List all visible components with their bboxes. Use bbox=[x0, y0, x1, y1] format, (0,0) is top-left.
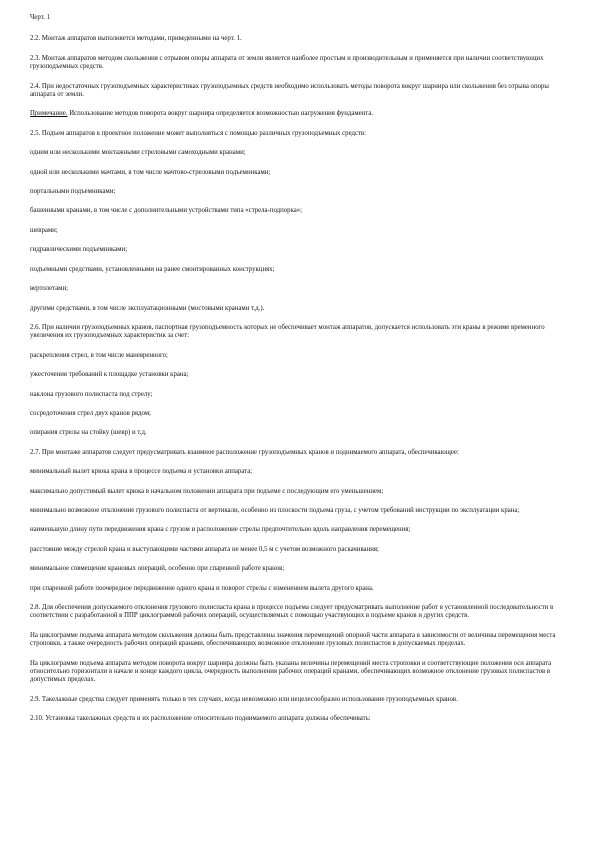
list-item: одним или несколькими монтажными стреловыми самоходными кранами; bbox=[30, 149, 246, 157]
note-paragraph bbox=[30, 110, 575, 118]
paragraph-2-8-slide-cyclogram: На циклограмме подъема аппарата методом скольжения должны быть представлены значения перемещений опорной части аппарата в зависимости от величины перемещения места строповки, а также очередность рабочих операций кранами, обеспечивающих возможное отклонение грузовых полиспастов в допускаемых пределах. bbox=[30, 631, 556, 648]
list-item: сосредоточения стрел двух кранов рядом; bbox=[30, 409, 151, 417]
list-item: максимально допустимый вылет крюка в начальном положении аппарата при подъеме с последующим его уменьшением; bbox=[30, 487, 384, 495]
list-item: минимально возможное отклонение грузового полиспаста от вертикали, особенно из плоскости подъема груза, с учетом требований инструкции по эксплуатации крана; bbox=[30, 506, 520, 514]
paragraph-2-6: 2.6. При наличии грузоподъемных кранов, паспортная грузоподъемность которых не обеспечивает монтаж аппаратов, допускается использовать эти краны в режиме временного увеличения их грузоподъемных характеристик за счет: bbox=[30, 323, 545, 340]
list-item: вертолетами; bbox=[30, 285, 68, 293]
list-item: опирания стрелы на стойку (шевр) и т.д. bbox=[30, 429, 147, 437]
document-page bbox=[30, 14, 575, 735]
list-item: при спаренной работе поочередное передвижение одного крана и поворот стрелы с изменением вылета другого крана. bbox=[30, 584, 374, 592]
list-item: минимальное совмещение крановых операций, особенно при спаренной работе кранов; bbox=[30, 565, 285, 573]
figure-label: Черт. 1 bbox=[30, 14, 50, 21]
list-item: наклона грузового полиспаста под стрелу; bbox=[30, 390, 153, 398]
list-item: ужесточения требований к площадке установки крана; bbox=[30, 371, 189, 379]
paragraph-2-8: 2.8. Для обеспечения допускаемого отклонения грузового полиспаста крана в процессе подъема следует предусматривать выполнение работ в установленной последовательности в соответствии с разработанной в ППР циклограммой рабочих операций, осуществляемых с помощью участвующих в подъеме кранов и других средств. bbox=[30, 604, 554, 620]
note-label: Примечание. bbox=[30, 110, 68, 118]
paragraph-2-8-hinge-cyclogram: На циклограмме подъема аппарата методом поворота вокруг шарнира должны быть указаны величины перемещений места строповки и соответствующие положения оси аппарата относительно горизонтали в начале и конце каждого цикла, очередность выполнения рабочих операций кранами, обеспечивающих возможное отклонение грузовых полиспастов в допустимых пределах. bbox=[30, 659, 552, 684]
paragraph-2-10: 2.10. Установка такелажных средств и их расположение относительно поднимаемого аппарата должны обеспечивать: bbox=[30, 715, 371, 723]
list-item: раскрепления стрел, в том числе маневренного; bbox=[30, 351, 168, 359]
paragraph-2-2: 2.2. Монтаж аппаратов выполняется методами, приведенными на черт. 1. bbox=[30, 35, 242, 43]
paragraph-2-3: 2.3. Монтаж аппаратов методом скольжения с отрывом опоры аппарата от земли является наиболее простым и производительным и применяется при наличии соответствующих грузоподъемных средств. bbox=[30, 54, 544, 71]
paragraph-2-4: 2.4. При недостаточных грузоподъемных характеристиках грузоподъемных средств необходимо использовать методы поворота вокруг шарнира или скольжения без отрыва опоры аппарата от земли. bbox=[30, 82, 549, 99]
paragraph-2-9: 2.9. Такелажные средства следует применять только в тех случаях, когда невозможно или нецелесообразно использование грузоподъемных кранов. bbox=[30, 695, 458, 703]
paragraph-2-5: 2.5. Подъем аппаратов в проектное положение может выполняться с помощью различных грузоподъемных средств: bbox=[30, 129, 367, 137]
list-item: башенными кранами, в том числе с дополнительными устройствами типа «стрела-подпорка»; bbox=[30, 207, 303, 215]
list-item: гидравлическими подъемниками; bbox=[30, 246, 128, 254]
list-item: наименьшую длину пути передвижения крана с грузом и расположение стрелы предпочтительно вдоль направления перемещения; bbox=[30, 526, 411, 534]
list-item: другими средствами, в том числе эксплуатационными (мостовыми кранами т.д.). bbox=[30, 304, 265, 312]
list-item: одной или несколькими мачтами, в том числе мачтово-стреловыми подъемниками; bbox=[30, 168, 271, 176]
note-text: Использование методов поворота вокруг шарнира определяется возможностью нагружения фундамента. bbox=[67, 110, 374, 118]
list-item: подъемными средствами, установленными на ранее смонтированных конструкциях; bbox=[30, 265, 275, 273]
list-item: портальными подъемниками; bbox=[30, 188, 116, 196]
list-item: шеврами; bbox=[30, 226, 58, 234]
paragraph-2-7: 2.7. При монтаже аппаратов следует предусматривать взаимное расположение грузоподъемных кранов и поднимаемого аппарата, обеспечивающее: bbox=[30, 448, 459, 456]
list-item: минимальный вылет крюка крана в процессе подъема и установки аппарата; bbox=[30, 468, 253, 476]
list-item: расстояние между стрелой крана и выступающими частями аппарата не менее 0,5 м с учетом возможного раскачивания; bbox=[30, 545, 379, 553]
